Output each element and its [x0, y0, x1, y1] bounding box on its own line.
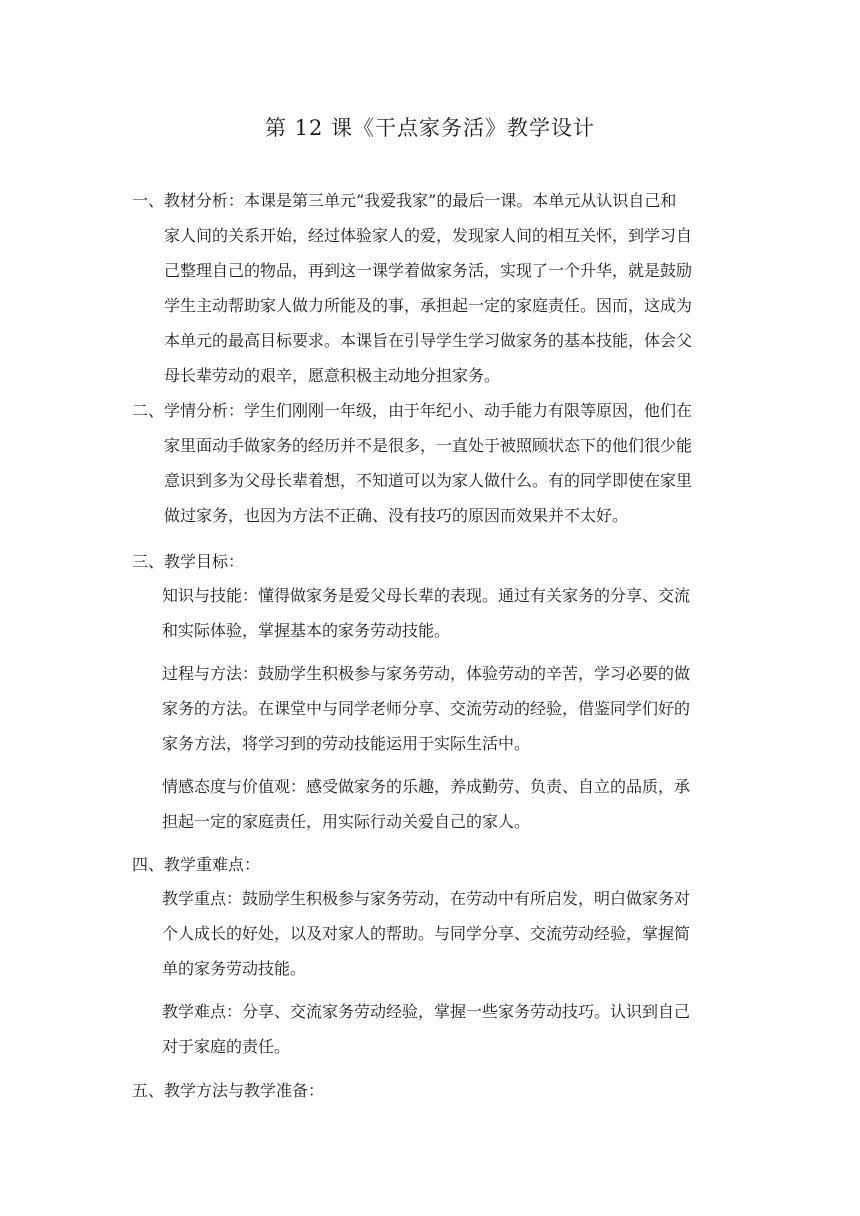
text-line: 己整理自己的物品，再到这一课学着做家务活，实现了一个升华，就是鼓励: [164, 261, 693, 280]
section-heading: 教学方法与教学准备：: [164, 1081, 325, 1100]
text-line: 担起一定的家庭责任，用实际行动关爱自己的家人。: [162, 812, 531, 831]
section-body: [164, 183, 732, 393]
section-5: [132, 1073, 732, 1108]
section-heading: 教学目标：: [164, 552, 245, 571]
text-line: 教学难点：分享、交流家务劳动经验，掌握一些家务劳动技巧。认识到自己: [162, 1002, 691, 1021]
section-number: 三、: [132, 552, 165, 571]
section-number: 一、: [132, 191, 165, 210]
section-body: [164, 393, 732, 533]
subsection-difficult-points: [162, 994, 732, 1064]
text-line: 学情分析：学生们刚刚一年级，由于年纪小、动手能力有限等原因，他们在: [164, 401, 693, 420]
text-line: 和实际体验，掌握基本的家务劳动技能。: [162, 621, 451, 640]
text-line: 意识到多为父母长辈着想，不知道可以为家人做什么。有的同学即使在家里: [164, 471, 693, 490]
subsection-knowledge-skills: [162, 578, 732, 648]
section-4: [132, 847, 732, 882]
text-line: 对于家庭的责任。: [162, 1037, 291, 1056]
text-line: 母长辈劳动的艰辛，愿意积极主动地分担家务。: [164, 366, 501, 385]
text-line: 知识与技能：懂得做家务是爱父母长辈的表现。通过有关家务的分享、交流: [162, 586, 691, 605]
subsection-key-points: [162, 881, 732, 986]
section-number: 二、: [132, 401, 165, 420]
text-line: 个人成长的好处，以及对家人的帮助。与同学分享、交流劳动经验，掌握简: [162, 924, 691, 943]
subsection-emotion-values: [162, 769, 732, 839]
text-line: 本单元的最高目标要求。本课旨在引导学生学习做家务的基本技能，体会父: [164, 331, 693, 350]
section-number: 五、: [132, 1081, 165, 1100]
subsection-process-methods: [162, 656, 732, 761]
text-line: 家人间的关系开始，经过体验家人的爱，发现家人间的相互关怀，到学习自: [164, 226, 693, 245]
text-line: 家务方法，将学习到的劳动技能运用于实际生活中。: [162, 734, 531, 753]
text-line: 家里面动手做家务的经历并不是很多，一直处于被照顾状态下的他们很少能: [164, 436, 693, 455]
section-1: [132, 183, 732, 393]
text-line: 家务的方法。在课堂中与同学老师分享、交流劳动的经验，借鉴同学们好的: [162, 699, 691, 718]
section-2: [132, 393, 732, 533]
section-number: 四、: [132, 855, 165, 874]
text-line: 教学重点：鼓励学生积极参与家务劳动，在劳动中有所启发，明白做家务对: [162, 889, 691, 908]
text-line: 教材分析：本课是第三单元“我爱我家”的最后一课。本单元从认识自己和: [164, 191, 677, 210]
document-title: 第 12 课《干点家务活》教学设计: [264, 116, 596, 140]
text-line: 情感态度与价值观：感受做家务的乐趣，养成勤劳、负责、自立的品质，承: [162, 777, 691, 796]
section-heading: 教学重难点：: [164, 855, 261, 874]
text-line: 单的家务劳动技能。: [162, 959, 307, 978]
text-line: 学生主动帮助家人做力所能及的事，承担起一定的家庭责任。因而，这成为: [164, 296, 693, 315]
text-line: 过程与方法：鼓励学生积极参与家务劳动，体验劳动的辛苦，学习必要的做: [162, 664, 691, 683]
text-line: 做过家务，也因为方法不正确、没有技巧的原因而效果并不太好。: [164, 506, 629, 525]
section-3: [132, 544, 732, 579]
